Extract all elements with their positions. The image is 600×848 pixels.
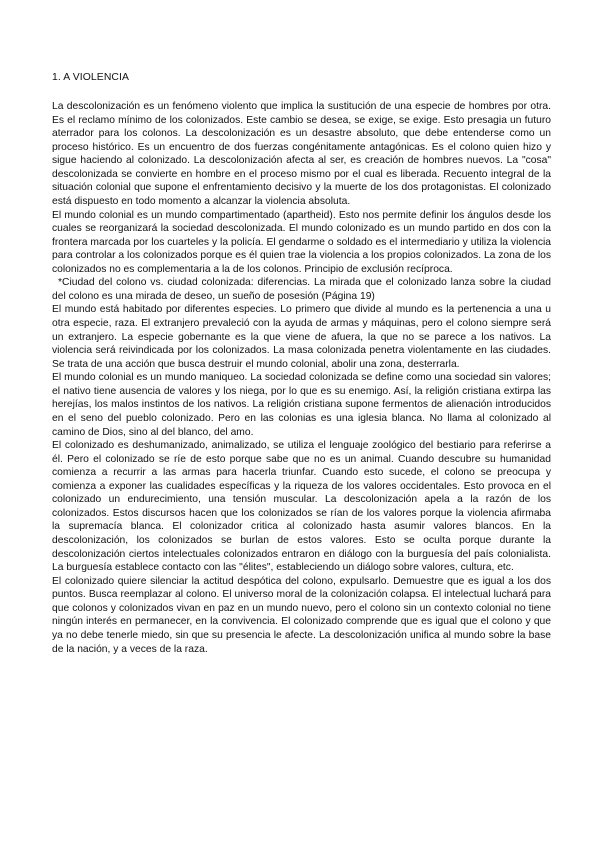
section-heading: 1. A VIOLENCIA <box>52 72 130 83</box>
document-body <box>52 100 551 656</box>
paragraph: El mundo está habitado por diferentes especies. Lo primero que divide al mundo es la pertenencia a una u otra especie, raza. El extranjero prevaleció con la ayuda de armas y máquinas, pero el colono siempre será un extranjero. La especie gobernante es la que viene de afuera, la que no se parece a los nativos. La violencia será reivindicada por los colonizados. La masa colonizada penetra violentamente en las ciudades. Se trata de una acción que busca destruir el mundo colonial, abolir una zona, desterrarla. <box>52 304 551 370</box>
paragraph-note: *Ciudad del colono vs. ciudad colonizada: diferencias. La mirada que el colonizado lanza sobre la ciudad del colono es una mirada de deseo, un sueño de posesión (Página 19) <box>52 277 551 302</box>
paragraph: El colonizado quiere silenciar la actitud despótica del colono, expulsarlo. Demuestre que es igual a los dos puntos. Busca reemplazar al colono. El universo moral de la colonización colapsa. El intelectual luchará para que colonos y colonizados vivan en paz en un mundo nuevo, pero el colono sin un contexto colonial no tiene ningún interés en permanecer, en la convivencia. El colonizado comprende que es igual que el colono y que ya no debe tenerle miedo, sin que su presencia le afecte. La descolonización unifica al mundo sobre la base de la nación, y a veces de la raza. <box>52 575 551 655</box>
paragraph: El mundo colonial es un mundo compartimentado (apartheid). Esto nos permite definir los ángulos desde los cuales se reorganizará la sociedad descolonizada. El mundo colonizado es un mundo partido en dos con la frontera marcada por los cuarteles y la policía. El gendarme o soldado es el intermediario y utiliza la violencia para controlar a los colonizados porque es él quien trae la violencia a los propios colonizados. La zona de los colonizados no es complementaria a la de los colonos. Principio de exclusión recíproca. <box>52 209 551 275</box>
paragraph: La descolonización es un fenómeno violento que implica la sustitución de una especie de hombres por otra. Es el reclamo mínimo de los colonizados. Este cambio se desea, se exige, se exige. Esto presagia un futuro aterrador para los colonos. La descolonización es un desastre absoluto, que debe entenderse como un proceso histórico. Es un encuentro de dos fuerzas congénitamente antagónicas. Es el colono quien hizo y sigue haciendo al colonizado. La descolonización afecta al ser, es creación de hombres nuevos. La "cosa" descolonizada se convierte en hombre en el proceso mismo por el cual es liberada. Recuento integral de la situación colonial que supone el enfrentamiento decisivo y la muerte de los dos protagonistas. El colonizado está dispuesto en todo momento a alcanzar la violencia absoluta. <box>52 101 551 207</box>
paragraph: El colonizado es deshumanizado, animalizado, se utiliza el lenguaje zoológico del bestiario para referirse a él. Pero el colonizado se ríe de esto porque sabe que no es un animal. Cuando descubre su humanidad comienza a recurrir a las armas para hacerla triunfar. Cuando esto sucede, el colono se preocupa y comienza a exponer las cualidades específicas y la riqueza de los valores occidentales. Esto provoca en el colonizado un endurecimiento, una tensión muscular. La descolonización apela a la razón de los colonizados. Estos discursos hacen que los colonizados se rían de los valores porque la violencia afirmaba la supremacía blanca. El colonizador critica al colonizado hasta asumir valores blancos. En la descolonización, los colonizados se burlan de estos valores. Esto se oculta porque durante la descolonización ciertos intelectuales colonizados entraron en diálogo con la burguesía del país colonialista. La burguesía establece contacto con las "élites", estableciendo un diálogo sobre valores, cultura, etc. <box>52 440 551 574</box>
paragraph: El mundo colonial es un mundo maniqueo. La sociedad colonizada se define como una sociedad sin valores; el nativo tiene ausencia de valores y los niega, por lo que es su enemigo. Así, la religión cristiana extirpa las herejías, los malos instintos de los nativos. La religión cristiana supone fermentos de alienación introducidos en el seno del pueblo colonizado. Pero en las colonias es una iglesia blanca. No llama al colonizado al camino de Dios, sino al del blanco, del amo. <box>52 372 551 438</box>
